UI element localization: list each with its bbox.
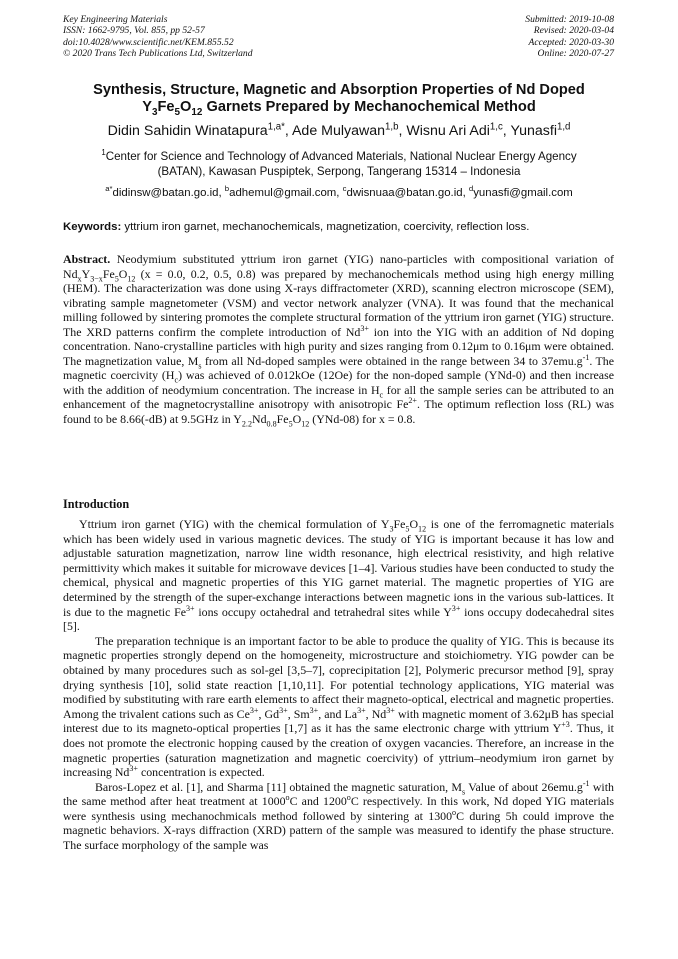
affiliation: $^1$Center for Science and Technology of Advanced Materials, National Nuclear Energy Agency (BATAN), Kawasan Puspiptek, Serpong, Tangerang 15314 – Indonesia bbox=[60, 150, 618, 179]
affiliation-line-2: (BATAN), Kawasan Puspiptek, Serpong, Tangerang 15314 – Indonesia bbox=[157, 164, 521, 178]
issn: ISSN: 1662-9795, Vol. 855, pp 52-57 bbox=[63, 25, 205, 37]
abstract-label: Abstract. bbox=[63, 252, 111, 266]
keywords bbox=[63, 220, 615, 234]
author-name: Yunasfi bbox=[510, 123, 557, 139]
email-link[interactable]: dwisnuaa@batan.go.id bbox=[346, 187, 463, 199]
author-name: Didin Sahidin Winatapura bbox=[107, 123, 268, 139]
email-link[interactable]: didinsw@batan.go.id bbox=[112, 187, 219, 199]
title-line-1: Synthesis, Structure, Magnetic and Absorption Properties of Nd Doped bbox=[93, 82, 585, 98]
paragraph: Baros-Lopez et al. [1], and Sharma [11] obtained the magnetic saturation, $M_s$ Value of about $26emu.g^{-1}$ with the same method after heat treatment at 1000$^o$C and 1200$^o$C respectively. In this work, Nd doped YIG materials were synthesis using mechanochmicals method followed by sintering at 1300$^o$C during 5h could improve the magnetic behaviors. X-rays diffraction (XRD) pattern of the sample was measured to identify the phase structure. The surface morphology of the sample was bbox=[63, 778, 615, 853]
email-link[interactable]: yunasfi@gmail.com bbox=[473, 187, 573, 199]
doi: doi:10.4028/www.scientific.net/KEM.855.52 bbox=[63, 36, 234, 48]
revised-date: Revised: 2020-03-04 bbox=[533, 25, 614, 37]
paragraph: Yttrium iron garnet (YIG) with the chemical formulation of $Y_3Fe_5O_{12}$ is one of the ferromagnetic materials which has been widely used in various magnetic devices. The study of YIG is important because it has low and adjustable saturation magnetization, narrow line width resonance, high electrical resistivity, and high relative permittivity which makes it suitable for microwave devices [1–4]. Various studies have been conducted to study the chemical, physical and magnetic properties of this YIG garnet material. The magnetic properties of YIG are determined by the strength of the super-exchange interactions between magnetic ions in the various sub-lattices. It is due to the magnetic $Fe^{3+}$ ions occupy octahedral and tetrahedral sites while $Y^{3+}$ ions occupy dodecahedral sites [5]. bbox=[63, 517, 614, 634]
journal-name: Key Engineering Materials bbox=[63, 14, 168, 25]
affiliation-line-1: Center for Science and Technology of Advanced Materials, National Nuclear Energy Agency bbox=[105, 150, 577, 163]
online-date: Online: 2020-07-27 bbox=[537, 48, 614, 60]
paragraph: The preparation technique is an important factor to be able to produce the quality of YIG. This is because its magnetic properties strongly depend on the homogeneity, microstructure and stoichiometry. YIG powder can be obtained by many procedures such as sol-gel [3,5–7], coprecipitation [2], Polymeric precursor method [9], spray drying synthesis [10], solid state reaction [1,10,11]. For potential technology applications, YIG material was modified by substituting with rare earth elements to affect their magneto-optical, electrical and magnetic properties. Among the trivalent cations such as $Ce^{3+}$, $Gd^{3+}$, $Sm^{3+}$, and $La^{3+}$, $Nd^{3+}$ with magnetic moment of 3.62μB has special interest due to its magneto-optical properties [1,7] as it has the same electronic charge with yttrium $Y^{+3}$. Thus, it does not promote the electronic hopping caused by the creation of oxygen vacancies. Therefore, an increase in the magnetic properties (saturation magnetization and magnetic coercivity) of yttrium–neodymium iron garnet by increasing $Nd^{3+}$ concentration is expected. bbox=[63, 633, 614, 780]
accepted-date: Accepted: 2020-03-30 bbox=[528, 36, 614, 48]
keywords-label: Keywords: bbox=[63, 221, 122, 233]
email-list: $^{a*}$didinsw@batan.go.id, $^b$adhemul@gmail.com, $^c$dwisnuaa@batan.go.id, $^d$yunasfi@gmail.com bbox=[105, 184, 573, 199]
title-line-2: $Y_3Fe_5O_{12}$ Garnets Prepared by Mechanochemical Method bbox=[142, 99, 536, 118]
section-heading-introduction: Introduction bbox=[63, 497, 130, 511]
author-list: Didin Sahidin Winatapura$^{1,a*}$, Ade Mulyawan$^{1,b}$, Wisnu Ari Adi$^{1,c}$, Yunasfi$^{1,d}$ bbox=[107, 121, 571, 139]
dates-header bbox=[525, 14, 614, 60]
author-name: Wisnu Ari Adi bbox=[406, 123, 490, 139]
introduction-body bbox=[63, 517, 614, 853]
submitted-date: Submitted: 2019-10-08 bbox=[525, 14, 614, 25]
author-name: Ade Mulyawan bbox=[291, 123, 386, 139]
paper-title bbox=[40, 82, 638, 116]
copyright: © 2020 Trans Tech Publications Ltd, Switzerland bbox=[63, 48, 253, 60]
abstract: Abstract. Neodymium substituted yttrium iron garnet (YIG) nano-particles with compositional variation of $Nd_xY_{3-x}Fe_5O_{12}$ (x = 0.0, 0.2, 0.5, 0.8) was prepared by mechanochemicals method using high energy milling (HEM). The characterization was done using X-rays diffractometer (XRD), scanning electron microscope (SEM), vibrating sample magnetometer (VSM) and vector network analyzer (VNA). It was found that the mechanical milling followed by sintering promotes the complete structural formation of the yttrium iron garnet (YIG) structure. The XRD patterns confirm the complete introduction of $Nd^{3+}$ ion into the YIG with an addition of Nd doping concentration. Nano-crystalline particles with high purity and sizes ranging from 0.12μm to 0.16μm were obtained. The magnetization value, $M_s$ from all Nd-doped samples were obtained in the range between 34 to $37emu.g^{-1}$. The magnetic coercivity $(H_c)$ was achieved of 0.012kOe (12Oe) for the non-doped sample (YNd-0) and then increase with the addition of neodymium concentration. The increase in $H_c$ for all the sample series can be attributed to an enhancement of the magnetocrystalline anisotropy with anisotropic $Fe^{2+}$. The optimum reflection loss (RL) was found to be 8.66(-dB) at 9.5GHz in $Y_{2.2}Nd_{0.8}Fe_5O_{12}$ (YNd-08) for x = 0.8. bbox=[63, 252, 615, 429]
keywords-text: yttrium iron garnet, mechanochemicals, magnetization, coercivity, reflection loss. bbox=[124, 221, 530, 233]
email-link[interactable]: adhemul@gmail.com bbox=[229, 187, 337, 199]
journal-header bbox=[63, 14, 253, 60]
